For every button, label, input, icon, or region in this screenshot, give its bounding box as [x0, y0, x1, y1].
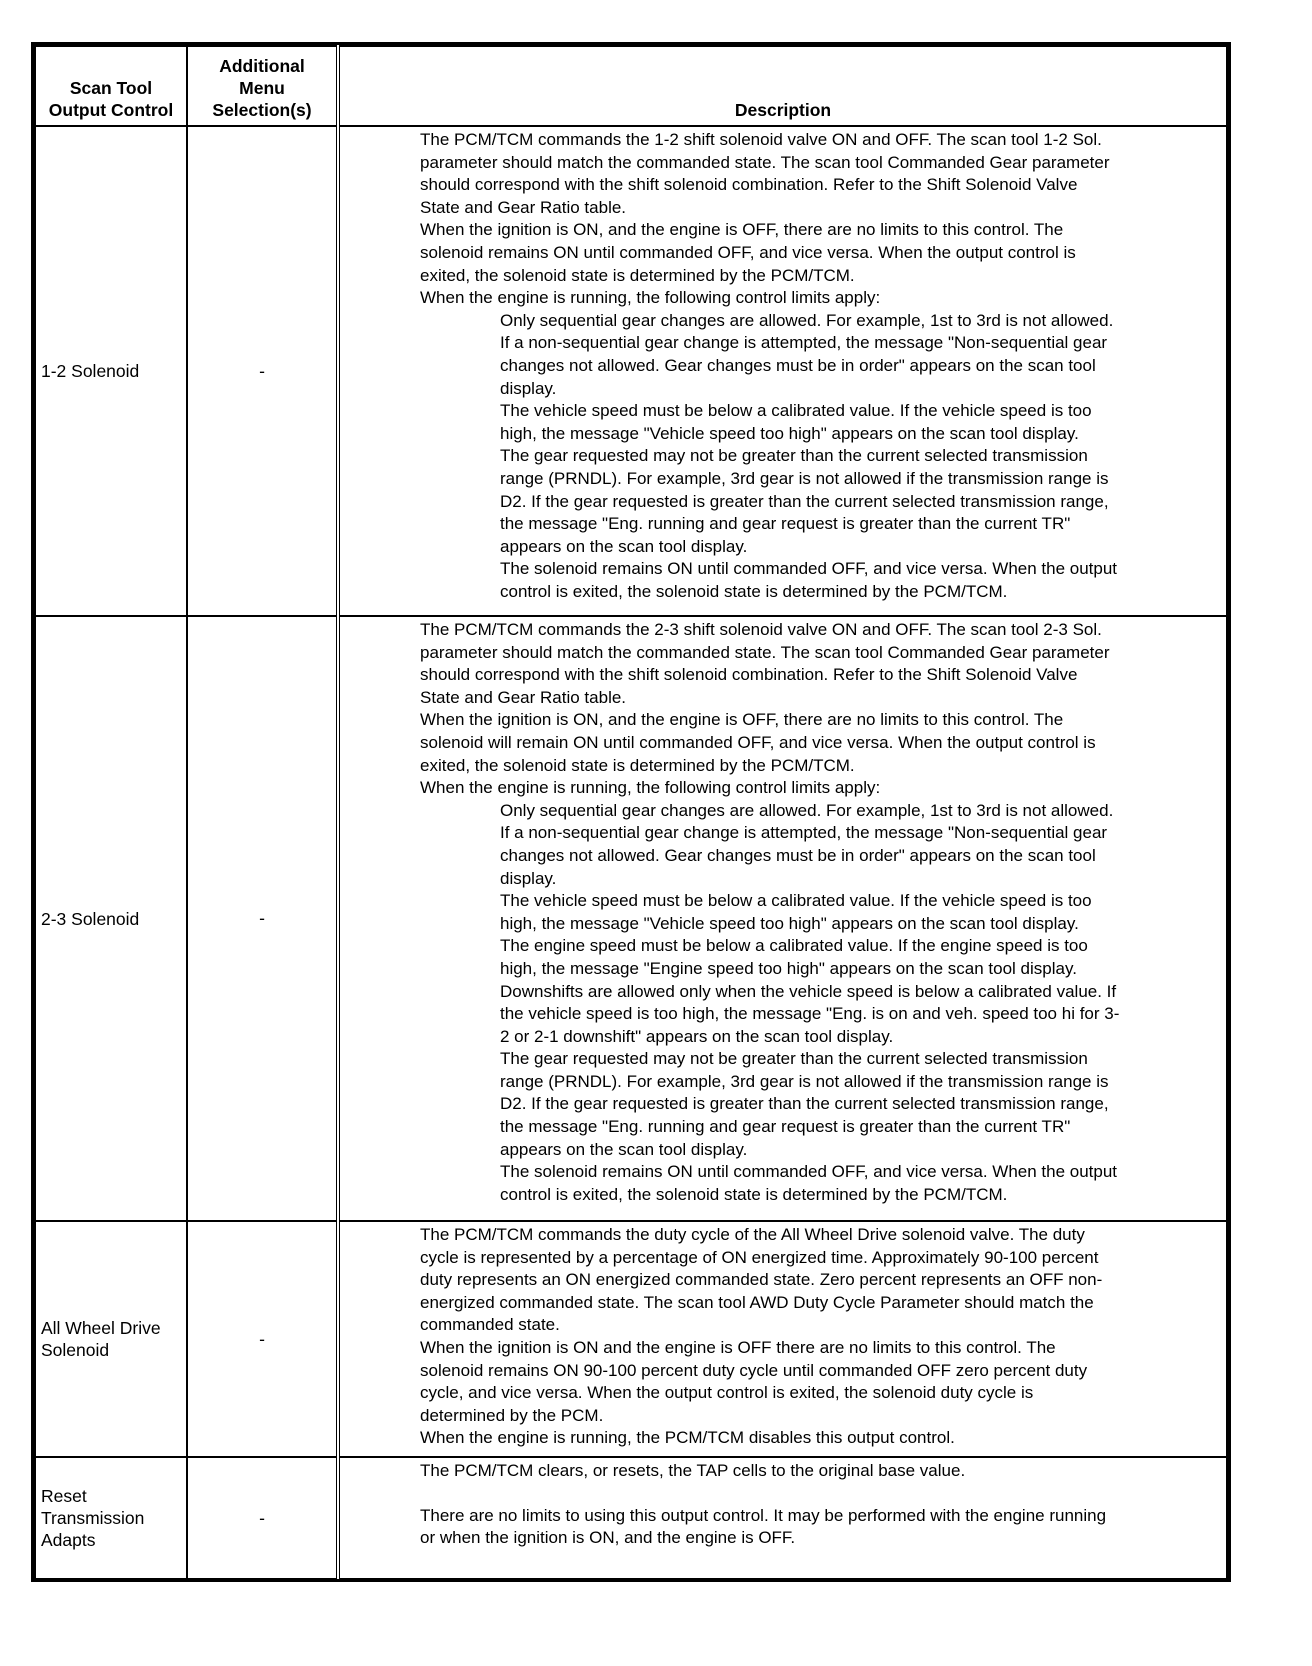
- header-line: Selection(s): [212, 100, 312, 120]
- description-indented-line: D2. If the gear requested is greater than the current selected transmission range,: [500, 491, 1109, 511]
- description-line: cycle, and vice versa. When the output control is exited, the solenoid duty cycle is: [420, 1383, 1034, 1403]
- header-line: Output Control: [48, 100, 174, 120]
- table-row: [35, 1457, 1227, 1579]
- description-line: parameter should match the commanded state. The scan tool Commanded Gear parameter: [420, 152, 1110, 172]
- header-description: Description: [338, 46, 1227, 126]
- description-line: When the ignition is ON and the engine is OFF there are no limits to this control. The: [420, 1337, 1056, 1357]
- description-indented-line: The gear requested may not be greater than the current selected transmission: [500, 1049, 1088, 1069]
- description-indented-line: D2. If the gear requested is greater than the current selected transmission range,: [500, 1094, 1109, 1114]
- row-label-line: Adapts: [41, 1530, 96, 1550]
- description-indented-line: Only sequential gear changes are allowed. For example, 1st to 3rd is not allowed.: [500, 310, 1114, 330]
- description-line: or when the ignition is ON, and the engine is OFF.: [420, 1528, 796, 1548]
- row-label-line: Solenoid: [41, 1340, 110, 1360]
- description-indented-line: 2 or 2-1 downshift" appears on the scan tool display.: [500, 1026, 894, 1046]
- description-line: When the engine is running, the PCM/TCM disables this output control.: [420, 1428, 955, 1448]
- description-indented-line: changes not allowed. Gear changes must be in order" appears on the scan tool: [500, 355, 1096, 375]
- row-label: [35, 1457, 187, 1579]
- description-line: exited, the solenoid state is determined by the PCM/TCM.: [420, 265, 855, 285]
- description-indented-line: high, the message "Vehicle speed too high" appears on the scan tool display.: [500, 423, 1079, 443]
- table-row: [35, 126, 1227, 616]
- description-line: parameter should match the commanded state. The scan tool Commanded Gear parameter: [420, 642, 1110, 662]
- description-indented-line: the message "Eng. running and gear request is greater than the current TR": [500, 514, 1071, 534]
- description-indented-line: The solenoid remains ON until commanded OFF, and vice versa. When the output: [500, 559, 1118, 579]
- row-description: [338, 126, 1227, 616]
- header-additional-menu-selections: [187, 46, 338, 126]
- description-line: duty represents an ON energized commanded state. Zero percent represents an OFF non-: [420, 1270, 1103, 1290]
- header-row: [35, 46, 1227, 126]
- description-indented-line: If a non-sequential gear change is attempted, the message "Non-sequential gear: [500, 823, 1108, 843]
- row-label: [35, 1221, 187, 1457]
- description-indented-line: range (PRNDL). For example, 3rd gear is not allowed if the transmission range is: [500, 1071, 1109, 1091]
- row-label-line: Transmission: [41, 1508, 145, 1528]
- row-menu-selection: -: [187, 126, 338, 616]
- row-label-line: Reset: [41, 1486, 87, 1506]
- description-line: The PCM/TCM commands the 1-2 shift solenoid valve ON and OFF. The scan tool 1-2 Sol.: [420, 130, 1102, 149]
- row-description: [338, 616, 1227, 1221]
- description-line: There are no limits to using this output control. It may be performed with the engine running: [420, 1505, 1107, 1525]
- description-line: The PCM/TCM commands the 2-3 shift solenoid valve ON and OFF. The scan tool 2-3 Sol.: [420, 620, 1102, 639]
- description-indented-line: The vehicle speed must be below a calibrated value. If the vehicle speed is too: [500, 401, 1092, 421]
- description-indented-line: display.: [500, 868, 557, 888]
- row-menu-selection: -: [187, 1457, 338, 1579]
- row-description: [338, 1221, 1227, 1457]
- description-line: State and Gear Ratio table.: [420, 687, 627, 707]
- description-indented-line: control is exited, the solenoid state is determined by the PCM/TCM.: [500, 581, 1008, 601]
- description-line: determined by the PCM.: [420, 1405, 604, 1425]
- header-line: Menu: [239, 78, 285, 98]
- description-indented-line: control is exited, the solenoid state is determined by the PCM/TCM.: [500, 1184, 1008, 1204]
- description-line: The PCM/TCM clears, or resets, the TAP cells to the original base value.: [420, 1461, 966, 1480]
- description-line: exited, the solenoid state is determined by the PCM/TCM.: [420, 755, 855, 775]
- description-line: cycle is represented by a percentage of ON energized time. Approximately 90-100 percent: [420, 1247, 1099, 1267]
- description-indented-line: range (PRNDL). For example, 3rd gear is not allowed if the transmission range is: [500, 468, 1109, 488]
- description-indented-line: The gear requested may not be greater than the current selected transmission: [500, 446, 1088, 466]
- row-menu-selection: -: [187, 1221, 338, 1457]
- description-indented-line: appears on the scan tool display.: [500, 1139, 748, 1159]
- row-label-line: 2-3 Solenoid: [41, 908, 140, 929]
- description-line: When the engine is running, the following control limits apply:: [420, 288, 881, 308]
- description-indented-line: high, the message "Engine speed too high" appears on the scan tool display.: [500, 958, 1077, 978]
- description-line: energized commanded state. The scan tool AWD Duty Cycle Parameter should match the: [420, 1292, 1094, 1312]
- description-line: When the ignition is ON, and the engine is OFF, there are no limits to this control. The: [420, 220, 1064, 240]
- description-line: solenoid will remain ON until commanded OFF, and vice versa. When the output control is: [420, 732, 1096, 752]
- description-indented-line: the message "Eng. running and gear request is greater than the current TR": [500, 1117, 1071, 1137]
- header-line: Additional: [219, 56, 305, 76]
- description-indented-line: If a non-sequential gear change is attempted, the message "Non-sequential gear: [500, 333, 1108, 353]
- row-menu-selection: -: [187, 616, 338, 1221]
- description-line: solenoid remains ON 90-100 percent duty cycle until commanded OFF zero percent duty: [420, 1360, 1088, 1380]
- row-label: [35, 126, 187, 616]
- description-line: When the ignition is ON, and the engine is OFF, there are no limits to this control. The: [420, 710, 1064, 730]
- description-line: should correspond with the shift solenoid combination. Refer to the Shift Solenoid Valve: [420, 175, 1078, 195]
- row-label: [35, 616, 187, 1221]
- table-row: [35, 616, 1227, 1221]
- header-scan-tool-output-control: [35, 46, 187, 126]
- header-line: Scan Tool: [69, 78, 153, 98]
- description-line: should correspond with the shift solenoid combination. Refer to the Shift Solenoid Valve: [420, 665, 1078, 685]
- description-indented-line: the vehicle speed is too high, the message "Eng. is on and veh. speed too hi for 3-: [500, 1004, 1120, 1024]
- table: [34, 45, 1228, 1580]
- description-indented-line: The engine speed must be below a calibrated value. If the engine speed is too: [500, 936, 1088, 956]
- description-indented-line: appears on the scan tool display.: [500, 536, 748, 556]
- description-indented-line: Downshifts are allowed only when the vehicle speed is below a calibrated value. If: [500, 981, 1117, 1001]
- description-indented-line: changes not allowed. Gear changes must be in order" appears on the scan tool: [500, 845, 1096, 865]
- row-description: [338, 1457, 1227, 1579]
- description-indented-line: The solenoid remains ON until commanded OFF, and vice versa. When the output: [500, 1162, 1118, 1182]
- description-indented-line: The vehicle speed must be below a calibrated value. If the vehicle speed is too: [500, 891, 1092, 911]
- table-row: [35, 1221, 1227, 1457]
- row-label-line: 1-2 Solenoid: [41, 361, 140, 381]
- description-indented-line: high, the message "Vehicle speed too high" appears on the scan tool display.: [500, 913, 1079, 933]
- description-line: State and Gear Ratio table.: [420, 197, 627, 217]
- description-line: The PCM/TCM commands the duty cycle of the All Wheel Drive solenoid valve. The duty: [420, 1225, 1085, 1244]
- output-control-table: [31, 42, 1231, 1582]
- row-label-line: All Wheel Drive: [41, 1318, 161, 1338]
- description-line: When the engine is running, the following control limits apply:: [420, 778, 881, 798]
- description-indented-line: display.: [500, 378, 557, 398]
- description-indented-line: Only sequential gear changes are allowed. For example, 1st to 3rd is not allowed.: [500, 800, 1114, 820]
- description-blank-line: [420, 1483, 1222, 1505]
- description-line: commanded state.: [420, 1315, 560, 1335]
- description-line: solenoid remains ON until commanded OFF, and vice versa. When the output control is: [420, 242, 1076, 262]
